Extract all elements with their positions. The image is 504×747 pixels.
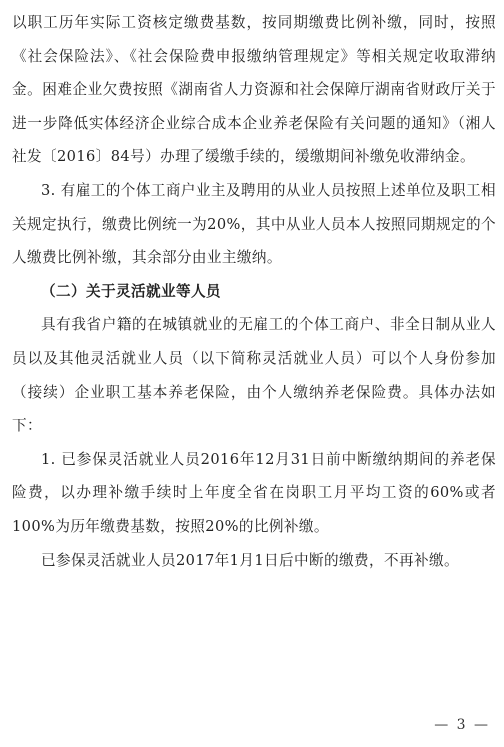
paragraph-intro: 具有我省户籍的在城镇就业的无雇工的个体工商户、非全日制从业人员以及其他灵活就业人员（以下简称灵活就业人员）可以个人身份参加（接续）企业职工基本养老保险，由个人缴纳养老保险费。具体办法如下： <box>12 316 496 435</box>
document-body <box>12 6 496 577</box>
page-number: — 3 — <box>434 717 490 733</box>
paragraph-item-3: 3. 有雇工的个体工商户业主及聘用的从业人员按照上述单位及职工相关规定执行，缴费比例统一为20%，其中从业人员本人按照同期规定的个人缴费比例补缴，其余部分由业主缴纳。 <box>12 181 496 267</box>
paragraph-note: 已参保灵活就业人员2017年1月1日后中断的缴费，不再补缴。 <box>41 551 459 569</box>
paragraph-item-1: 1. 已参保灵活就业人员2016年12月31日前中断缴纳期间的养老保险费，以办理补缴手续时上年度全省在岗职工月平均工资的60%或者100%为历年缴费基数，按照20%的比例补缴。 <box>12 450 496 535</box>
paragraph-continued: 以职工历年实际工资核定缴费基数，按同期缴费比例补缴，同时，按照《社会保险法》、《社会保险费申报缴纳管理规定》等相关规定收取滞纳金。困难企业欠费按照《湖南省人力资源和社会保障厅湖南省财政厅关于进一步降低实体经济企业综合成本企业养老保险有关问题的通知》（湘人社发〔2016〕84号）办理了缓缴手续的，缓缴期间补缴免收滞纳金。 <box>12 14 496 166</box>
section-heading: （二）关于灵活就业等人员 <box>41 282 221 300</box>
